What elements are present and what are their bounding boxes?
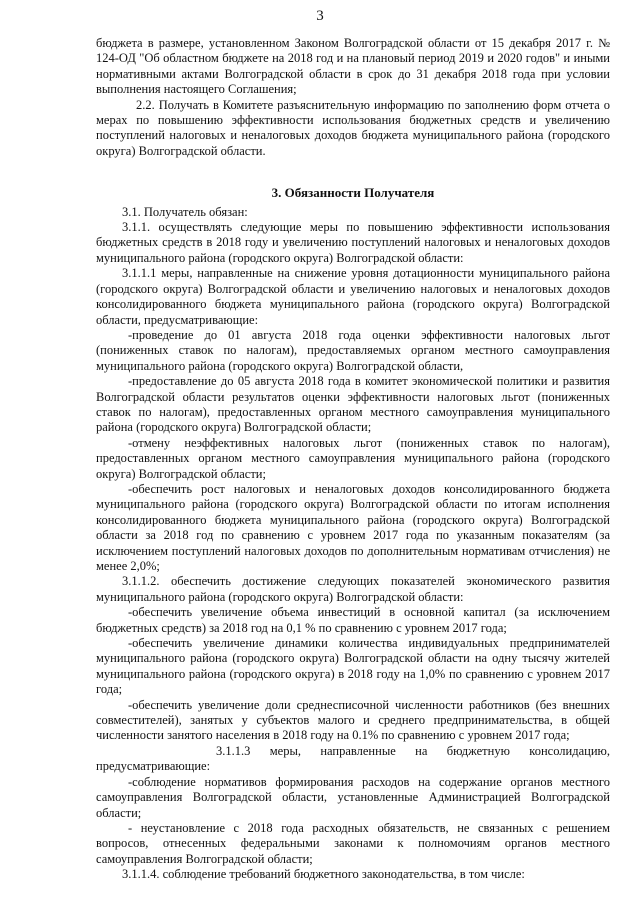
list-item-entrepreneurs: -обеспечить увеличение динамики количества индивидуальных предпринимателей муниципального района (городского округа) Волгоградской области на одну тысячу жителей муниципального района (городского округа) в 2018 году на 1,0% по сравнению с уровнем 2017 года; <box>96 636 610 697</box>
document-body <box>96 36 610 883</box>
list-item-investment: -обеспечить увеличение объема инвестиций в основной капитал (за исключением бюджетных средств) за 2018 год на 0,1 % по сравнению с уровнем 2017 года; <box>96 605 610 635</box>
list-item-revenue-growth: -обеспечить рост налоговых и неналоговых доходов консолидированного бюджета муниципального района (городского округа) Волгоградской области по итогам исполнения консолидированного бюджета муниципального района (городского округа) Волгоградской области за 2018 год по сравнению с уровнем 2017 года по указанным показателям (за исключением поступлений налоговых доходов по дополнительным нормативам отчисления) не менее 2,0%; <box>96 481 610 573</box>
list-item-assessment-results: -предоставление до 05 августа 2018 года в комитет экономической политики и развития Волгоградской области результатов оценки эффективности налоговых льгот (пониженных ставок по налогам), предоставленных органом местного самоуправления муниципального района (городского округа) Волгоградской области; <box>96 374 610 435</box>
paragraph-3-1-1: 3.1.1. осуществлять следующие меры по повышению эффективности использования бюджетных средств в 2018 году и увеличению поступлений налоговых и неналоговых доходов муниципального района (городского округа) Волгоградской области: <box>96 220 610 265</box>
paragraph-3-1: 3.1. Получатель обязан: <box>122 204 248 219</box>
paragraph-2-2: 2.2. Получать в Комитете разъяснительную информацию по заполнению форм отчета о мерах по повышению эффективности использования бюджетных средств и увеличению поступлений налоговых и неналоговых доходов бюджета муниципального района (городского округа) Волгоградской области. <box>96 97 610 158</box>
paragraph-3-1-1-1: 3.1.1.1 меры, направленные на снижение уровня дотационности муниципального района (городского округа) Волгоградской области и увеличению налоговых и неналоговых доходов консолидированного бюджета муниципального района (городского округа) Волгоградской области, предусматривающие: <box>96 266 610 327</box>
paragraph-3-1-1-3: 3.1.1.3 меры, направленные на бюджетную консолидацию, предусматривающие: <box>96 743 610 774</box>
list-item-tax-benefit-assessment: -проведение до 01 августа 2018 года оценки эффективности налоговых льгот (пониженных ставок по налогам), предоставляемых органом местного самоуправления муниципального района (городского округа) Волгоградской области, <box>96 327 610 373</box>
list-item-no-new-obligations: - неустановление с 2018 года расходных обязательств, не связанных с решением вопросов, отнесенных федеральными законами к полномочиям органов местного самоуправления Волгоградской области; <box>96 820 610 866</box>
list-item-cancel-benefits: -отмену неэффективных налоговых льгот (пониженных ставок по налогам), предоставленных органом местного самоуправления муниципального района (городского округа) Волгоградской области; <box>96 435 610 481</box>
list-item-staff-cost-norms: -соблюдение нормативов формирования расходов на содержание органов местного самоуправления Волгоградской области, установленные Администрацией Волгоградской области; <box>96 774 610 820</box>
page-number: 3 <box>316 8 324 24</box>
paragraph-3-1-1-2: 3.1.1.2. обеспечить достижение следующих показателей экономического развития муниципального района (городского округа) Волгоградской области: <box>96 574 610 604</box>
list-item-employment-share: -обеспечить увеличение доли среднесписочной численности работников (без внешних совместителей), занятых у субъектов малого и среднего предпринимательства, в общей численности занятого населения в 2018 году на 0.1% по сравнению с уровнем 2017 года; <box>96 697 610 743</box>
section-heading: 3. Обязанности Получателя <box>271 185 435 201</box>
paragraph-budget-continuation: бюджета в размере, установленном Законом Волгоградской области от 15 декабря 2017 г. № 124-ОД "Об областном бюджете на 2018 год и на плановый период 2019 и 2020 годов" и иными нормативными актами Волгоградской области в срок до 31 декабря 2018 года при условии выполнения настоящего Соглашения; <box>96 36 610 97</box>
paragraph-3-1-1-4: 3.1.1.4. соблюдение требований бюджетного законодательства, в том числе: <box>122 867 525 882</box>
